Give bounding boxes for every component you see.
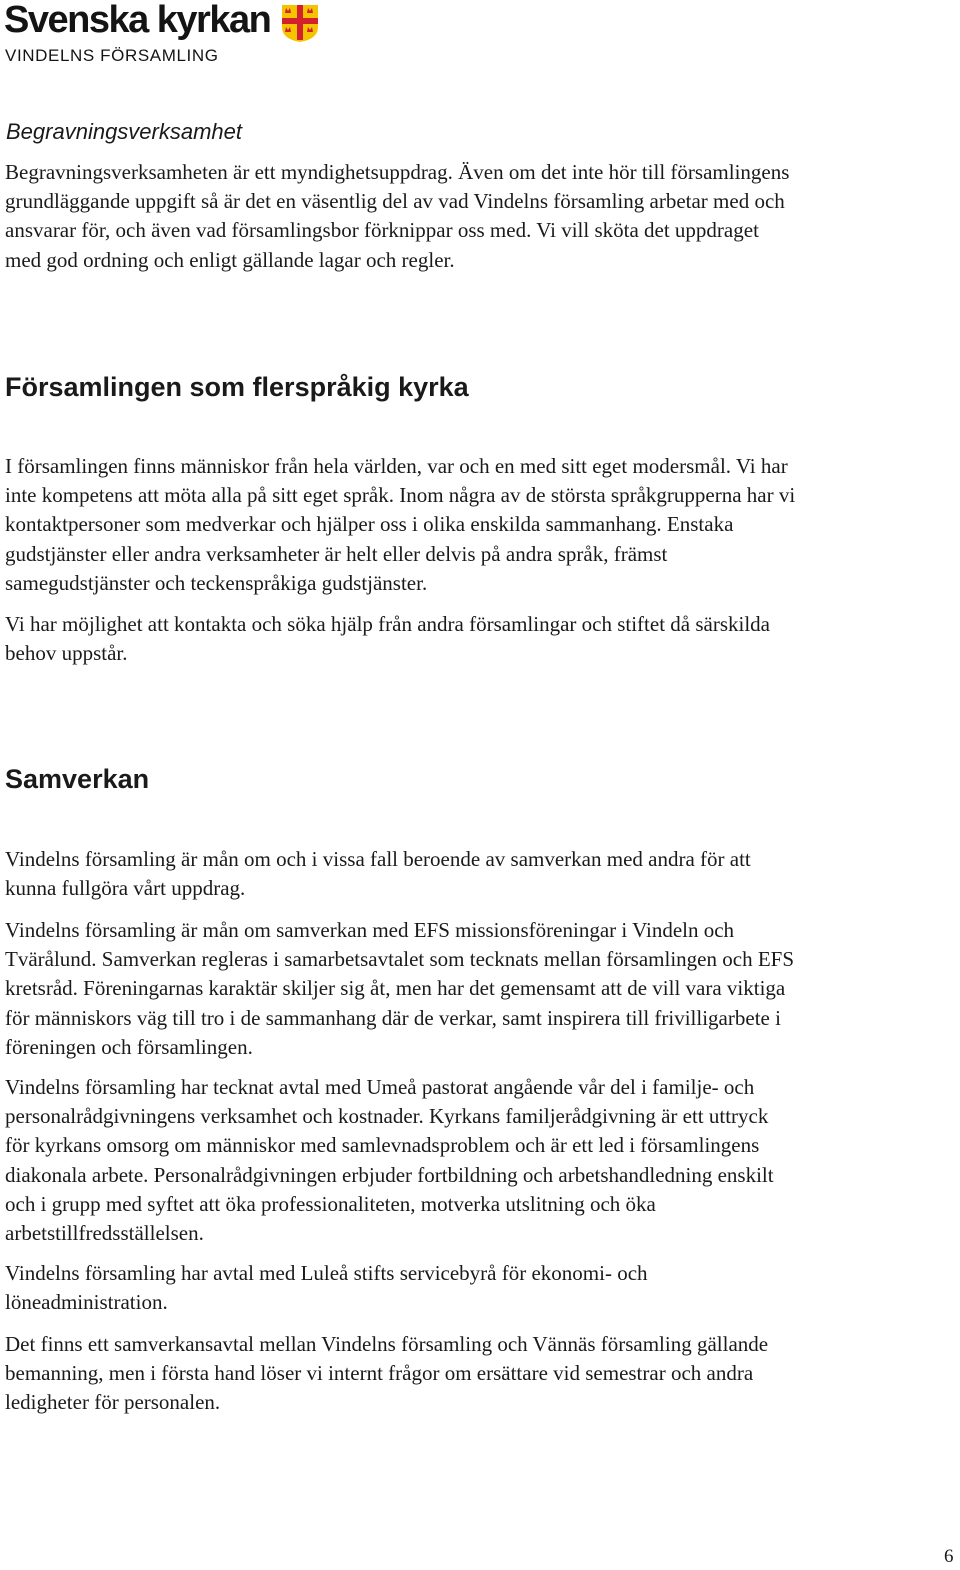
paragraph-line: med god ordning och enligt gällande lagar och regler. [5, 247, 455, 272]
church-crest-icon [280, 3, 320, 43]
paragraph-line: för kyrkans omsorg om människor med samlevnadsproblem och är ett led i församlingens [5, 1133, 760, 1158]
paragraph-line: ansvarar för, och även vad församlingsbor förknippar oss med. Vi vill sköta det uppdraget [5, 218, 759, 243]
parish-name: VINDELNS FÖRSAMLING [5, 46, 219, 65]
paragraph-line: för människors väg till tro i de sammanhang där de verkar, samt inspirera till frivilligarbete i [5, 1005, 781, 1030]
paragraph-line: behov uppstår. [5, 641, 128, 666]
paragraph-line: kontaktpersoner som medverkar och hjälper oss i olika enskilda sammanhang. Enstaka [5, 512, 734, 537]
paragraph-line: bemanning, men i första hand löser vi internt frågor om ersättare vid semestrar och andra [5, 1361, 754, 1386]
svenska-kyrkan-logo [4, 0, 324, 70]
paragraph-line: Vindelns församling är mån om och i vissa fall beroende av samverkan med andra för att [5, 847, 751, 871]
paragraph [5, 845, 957, 903]
paragraph-line: och i grupp med syftet att öka professionaliteten, motverka utslitning och öka [5, 1191, 656, 1216]
logo-wordmark: Svenska kyrkan [4, 0, 271, 41]
section-heading-flersprakig: Församlingen som flerspråkig kyrka [5, 372, 469, 402]
paragraph [5, 158, 957, 275]
paragraph-line: samegudstjänster och teckenspråkiga gudstjänster. [5, 570, 428, 595]
paragraph-line: personalrådgivningens verksamhet och kostnader. Kyrkans familjerådgivning är ett uttryck [5, 1104, 769, 1129]
page-number: 6 [944, 1546, 954, 1567]
paragraph-line: kunna fullgöra vårt uppdrag. [5, 876, 246, 901]
paragraph-line: gudstjänster eller andra verksamheter är helt eller delvis på andra språk, främst [5, 541, 668, 566]
paragraph [5, 452, 957, 598]
paragraph-line: ledigheter för personalen. [5, 1390, 221, 1415]
paragraph-line: Begravningsverksamheten är ett myndighetsuppdrag. Även om det inte hör till församlingens [5, 160, 790, 184]
section-heading-samverkan: Samverkan [5, 764, 150, 794]
paragraph [5, 916, 957, 1062]
paragraph-line: arbetstillfredsställelsen. [5, 1221, 204, 1246]
section-heading-begravning: Begravningsverksamhet [6, 119, 243, 144]
paragraph [5, 1330, 957, 1418]
paragraph-line: Vi har möjlighet att kontakta och söka hjälp från andra församlingar och stiftet då särskilda [5, 612, 771, 636]
paragraph-line: grundläggande uppgift så är det en väsentlig del av vad Vindelns församling arbetar med och [5, 189, 785, 214]
paragraph-line: diakonala arbete. Personalrådgivningen erbjuder fortbildning och arbetshandledning enskilt [5, 1162, 774, 1187]
paragraph-line: Det finns ett samverkansavtal mellan Vindelns församling och Vännäs församling gällande [5, 1332, 769, 1356]
paragraph-line: Tvärålund. Samverkan regleras i samarbetsavtalet som tecknats mellan församlingen och EFS [5, 947, 795, 972]
paragraph-line: inte kompetens att möta alla på sitt eget språk. Inom några av de största språkgrupperna har vi [5, 483, 796, 508]
paragraph-line: föreningen och församlingen. [5, 1034, 253, 1059]
paragraph [5, 1073, 957, 1248]
paragraph-line: Vindelns församling är mån om samverkan med EFS missionsföreningar i Vindeln och [5, 918, 735, 942]
paragraph-line: Vindelns församling har tecknat avtal med Umeå pastorat angående vår del i familje- och [5, 1075, 755, 1099]
paragraph [5, 610, 957, 668]
paragraph-line: Vindelns församling har avtal med Luleå stifts servicebyrå för ekonomi- och [5, 1261, 648, 1285]
paragraph-line: löneadministration. [5, 1290, 168, 1315]
paragraph-line: kretsråd. Föreningarnas karaktär skiljer sig åt, men har det gemensamt att de vill vara viktiga [5, 976, 786, 1001]
paragraph-line: I församlingen finns människor från hela världen, var och en med sitt eget modersmål. Vi har [5, 454, 788, 478]
paragraph [5, 1259, 957, 1317]
